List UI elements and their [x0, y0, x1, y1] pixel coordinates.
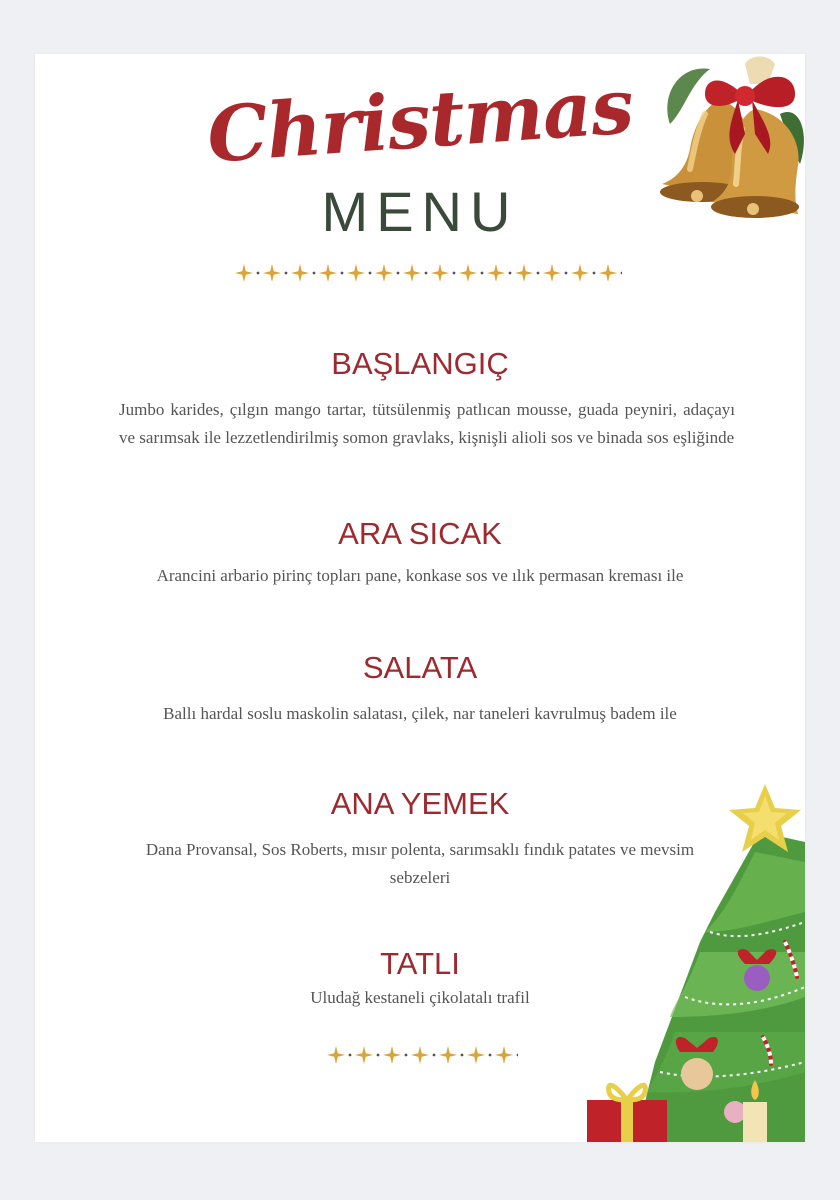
star-icon — [375, 264, 393, 282]
star-icon — [291, 264, 309, 282]
divider-dot — [433, 1054, 436, 1057]
divider-dot — [453, 272, 456, 275]
star-icon — [487, 264, 505, 282]
divider-dot — [377, 1054, 380, 1057]
top-star-divider — [230, 260, 622, 286]
star-icon — [319, 264, 337, 282]
star-icon — [459, 264, 477, 282]
star-icon — [439, 1046, 457, 1064]
section-title-ana-yemek: ANA YEMEK — [330, 786, 510, 821]
star-icon — [411, 1046, 429, 1064]
divider-dot — [621, 272, 622, 275]
section-title-tatli: TATLI — [380, 946, 460, 981]
star-icon — [599, 264, 617, 282]
section-desc-ara-sicak: Arancini arbario pirinç topları pane, konkase sos ve ılık permasan kreması ile — [156, 566, 684, 585]
divider-dot — [593, 272, 596, 275]
divider-dot — [285, 272, 288, 275]
star-icon — [383, 1046, 401, 1064]
star-icon — [431, 264, 449, 282]
star-icon — [495, 1046, 513, 1064]
star-icon — [235, 264, 253, 282]
star-icon — [403, 264, 421, 282]
divider-dot — [341, 272, 344, 275]
divider-dot — [369, 272, 372, 275]
divider-dot — [565, 272, 568, 275]
star-icon — [263, 264, 281, 282]
divider-dot — [397, 272, 400, 275]
star-icon — [571, 264, 589, 282]
christmas-title: Christmas — [204, 61, 636, 180]
menu-page — [35, 54, 805, 1142]
star-icon — [467, 1046, 485, 1064]
christmas-tree-icon — [585, 782, 805, 1142]
divider-dot — [313, 272, 316, 275]
star-icon — [515, 264, 533, 282]
divider-dot — [349, 1054, 352, 1057]
section-title-baslangic: BAŞLANGIÇ — [331, 346, 509, 381]
bottom-star-divider — [322, 1042, 518, 1068]
divider-dot — [537, 272, 540, 275]
divider-dot — [509, 272, 512, 275]
star-icon — [355, 1046, 373, 1064]
divider-dot — [489, 1054, 492, 1057]
section-desc-ana-yemek: Dana Provansal, Sos Roberts, mısır polenta, sarımsaklı fındık patates ve mevsim sebzeleri — [145, 840, 695, 887]
divider-dot — [405, 1054, 408, 1057]
divider-dot — [481, 272, 484, 275]
star-icon — [327, 1046, 345, 1064]
section-desc-tatli: Uludağ kestaneli çikolatalı trafil — [310, 988, 530, 1007]
divider-dot — [461, 1054, 464, 1057]
divider-dot — [517, 1054, 518, 1057]
section-title-ara-sicak: ARA SICAK — [338, 516, 502, 551]
christmas-bells-icon — [650, 54, 805, 226]
divider-dot — [257, 272, 260, 275]
divider-dot — [425, 272, 428, 275]
star-icon — [543, 264, 561, 282]
section-desc-salata: Ballı hardal soslu maskolin salatası, çilek, nar taneleri kavrulmuş badem ile — [163, 704, 677, 723]
star-icon — [347, 264, 365, 282]
section-title-salata: SALATA — [362, 650, 478, 685]
section-desc-baslangic: Jumbo karides, çılgın mango tartar, tütsülenmiş patlıcan mousse, guada peyniri, adaçayı ve sarımsak ile lezzetlendirilmiş somon gravlaks, kişnişli alioli sos ve binada sos eşliğinde — [119, 400, 735, 447]
menu-title: MENU — [321, 180, 519, 243]
